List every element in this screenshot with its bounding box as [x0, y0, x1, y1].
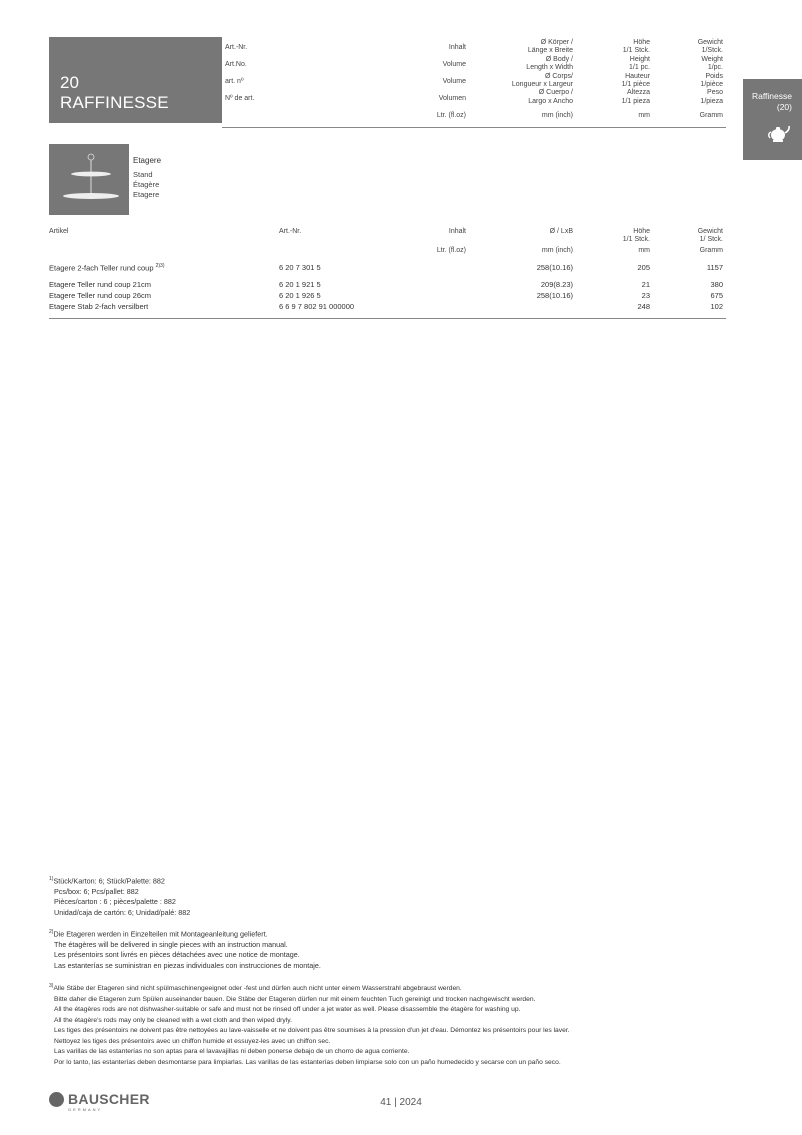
footnote-2-line: Las estanterías se suministran en piezas individuales con instrucciones de montaje. [54, 960, 321, 970]
row-artikel: Etagere Teller rund coup 21cm [49, 280, 152, 289]
footnote-1 [49, 874, 190, 918]
table-head-gewicht-2: 1/ Stck. [699, 236, 723, 244]
header-koerper-5: Ø Corps/ [544, 72, 573, 80]
header-hoehe-7: Altezza [627, 89, 650, 97]
product-title: Etagere [133, 156, 162, 165]
table-head-hoehe [600, 228, 650, 245]
header-gewicht [670, 39, 723, 121]
product-image [49, 144, 129, 215]
collection-name: RAFFINESSE [60, 93, 169, 112]
header-hoehe [600, 39, 650, 121]
header-koerper-3: Ø Body / [545, 55, 573, 63]
footnote-3-line: Les tiges des présentoirs ne doivent pas être nettoyées au lave-vaisselle et ne doivent pas être soumises à la pression d'un jet d'eau. Démontez les présentoirs pour les laver. [54, 1027, 570, 1035]
row-artikel: Etagere Teller rund coup 26cm [49, 291, 152, 300]
footnote-3-line: Nettoyez les tiges des présentoirs avec un chiffon humide et essuyez-les avec un chiffon sec. [54, 1037, 331, 1045]
section-tab[interactable] [743, 79, 802, 160]
header-inhalt-en: Volume [442, 61, 466, 68]
etagere-icon [49, 144, 129, 215]
row-hoehe: 205 [637, 263, 650, 272]
header-inhalt-fr: Volume [442, 78, 466, 85]
table-head-hoehe-1: Höhe [633, 228, 650, 235]
table-head-gewicht-unit: Gramm [699, 247, 723, 254]
row-artikel: Etagere 2-fach Teller rund coup $^{2)3)}$ [49, 263, 165, 273]
row-artnr: 6 20 1 926 5 [279, 291, 321, 300]
table-head-gewicht-1: Gewicht [697, 228, 723, 235]
row-hoehe: 21 [641, 280, 650, 289]
row-dim: 258(10.16) [536, 291, 573, 300]
header-gewicht-2: 1/Stck. [701, 47, 723, 55]
footnote-1-line: Pcs/box: 6; Pcs/pallet: 882 [54, 886, 139, 896]
table-head-inhalt: Inhalt [448, 228, 466, 235]
header-inhalt-es: Volumen [438, 95, 466, 102]
header-koerper-unit: mm (inch) [541, 112, 573, 120]
header-hoehe-8: 1/1 pieza [621, 97, 650, 105]
logo-brand: BAUSCHER [68, 1091, 150, 1107]
header-hoehe-4: 1/1 pc. [628, 64, 650, 72]
logo-brand-sub: GERMANY [68, 1107, 103, 1112]
table-head-gewicht [670, 228, 723, 245]
header-koerper-6: Longueur x Largeur [511, 81, 573, 89]
header-inhalt [400, 39, 466, 124]
row-hoehe: 23 [641, 291, 650, 300]
footnote-3 [49, 981, 570, 1068]
table-head-inhalt-unit: Ltr. (fl.oz) [436, 247, 466, 254]
header-hoehe-1: Höhe [633, 39, 650, 46]
row-artnr: 6 20 7 301 5 [279, 263, 321, 272]
header-hoehe-2: 1/1 Stck. [622, 47, 650, 55]
header-koerper-7: Ø Cuerpo / [538, 89, 573, 97]
section-tab-number: (20) [776, 102, 792, 112]
header-artnr-fr: art. nº [225, 78, 244, 85]
header-gewicht-4: 1/pc. [707, 64, 723, 72]
footnote-2-line: $^{2)}$Die Etageren werden in Einzelteilen mit Montageanleitung geliefert. [49, 929, 268, 939]
header-artnr-es: Nº de art. [225, 95, 255, 102]
table-head-dim: Ø / LxB [549, 228, 573, 235]
footnote-3-line: $^{3)}$Alle Stäbe der Etageren sind nicht spülmaschinengeeignet oder -fest und dürfen auch nicht unter einem Wasserstrahl abgebraust werden. [49, 983, 462, 993]
page-number: 41 | 2024 [380, 1097, 422, 1108]
row-gewicht: 380 [710, 280, 723, 289]
header-inhalt-unit: Ltr. (fl.oz) [436, 112, 466, 119]
row-gewicht: 1157 [706, 263, 723, 272]
header-divider [222, 127, 726, 128]
footnote-2-line: The étagères will be delivered in single pieces with an instruction manual. [54, 939, 288, 949]
header-artnr [225, 39, 254, 107]
table-head-artikel: Artikel [49, 228, 69, 235]
footnote-3-line: Bitte daher die Etageren zum Spülen auseinander bauen. Die Stäbe der Etageren dürfen nur mit einem feuchten Tuch gereinigt und trocken nachgewischt werden. [54, 995, 536, 1003]
footnote-2-line: Les présentoirs sont livrés en pièces détachées avec une notice de montage. [54, 950, 300, 960]
header-koerper-4: Length x Width [526, 64, 573, 72]
header-gewicht-8: 1/pieza [700, 97, 723, 105]
header-gewicht-6: 1/pièce [700, 81, 723, 89]
header-hoehe-3: Height [629, 55, 650, 63]
row-gewicht: 675 [710, 291, 723, 300]
collection-number: 20 [60, 73, 79, 92]
row-artnr: 6 6 9 7 802 91 000000 [279, 302, 355, 311]
header-koerper-2: Länge x Breite [527, 47, 573, 55]
footnote-3-line: All the étagère's rods may only be cleaned with a wet cloth and then wiped dryly. [54, 1016, 292, 1024]
row-gewicht: 102 [710, 302, 723, 311]
header-gewicht-1: Gewicht [697, 39, 723, 46]
product-translation-es: Etagere [133, 190, 160, 199]
footnote-2 [49, 927, 321, 971]
row-dim: 209(8.23) [540, 280, 573, 289]
header-inhalt-de: Inhalt [448, 44, 466, 51]
section-tab-label: Raffinesse [751, 91, 792, 101]
header-gewicht-3: Weight [701, 55, 723, 63]
header-gewicht-5: Poids [705, 72, 723, 80]
header-hoehe-5: Hauteur [625, 72, 650, 80]
header-koerper-1: Ø Körper / [540, 39, 573, 46]
footnote-1-line: $^{1)}$Stück/Karton: 6; Stück/Palette: 882 [49, 876, 165, 886]
header-hoehe-unit: mm [638, 112, 650, 120]
collection-title-box [49, 37, 222, 123]
teapot-icon [767, 121, 791, 145]
header-gewicht-unit: Gramm [699, 112, 723, 120]
header-artnr-de: Art.-Nr. [225, 44, 248, 51]
table-head-hoehe-unit: mm [638, 247, 650, 254]
footnote-1-line: Unidad/caja de cartón: 6; Unidad/palé: 882 [54, 907, 191, 917]
header-gewicht-7: Peso [707, 89, 723, 97]
row-artnr: 6 20 1 921 5 [279, 280, 321, 289]
table-bottom-divider [49, 318, 726, 319]
header-koerper-8: Largo x Ancho [528, 97, 573, 105]
row-artikel: Etagere Stab 2-fach versilbert [49, 302, 149, 311]
header-hoehe-6: 1/1 pièce [621, 81, 650, 89]
row-dim: 258(10.16) [536, 263, 573, 272]
footnote-3-line: Por lo tanto, las estanterías deben desmontarse para limpiarlas. Las varillas de las estanterías deben limpiarse solo con un paño humedecido y secarse con un paño seco. [54, 1058, 561, 1066]
footnote-3-line: Las varillas de las estanterías no son aptas para el lavavajillas ni deben ponerse debajo de un chorro de agua corriente. [54, 1048, 410, 1056]
footnote-1-line: Pièces/carton : 6 ; pièces/palette : 882 [54, 897, 176, 907]
product-translation-en: Stand [133, 170, 153, 179]
row-hoehe: 248 [637, 302, 650, 311]
product-translation-fr: Étagère [133, 180, 160, 189]
header-koerper [490, 39, 573, 121]
table-head-hoehe-2: 1/1 Stck. [622, 236, 650, 244]
footnote-3-line: All the étagères rods are not dishwasher-suitable or safe and must not be rinsed off under a jet water as well. Please disassemble the étagère for washing up. [54, 1006, 521, 1014]
table-head-artnr: Art.-Nr. [279, 228, 302, 235]
table-head-dim-unit: mm (inch) [541, 247, 573, 254]
header-artnr-en: Art.No. [225, 61, 247, 68]
